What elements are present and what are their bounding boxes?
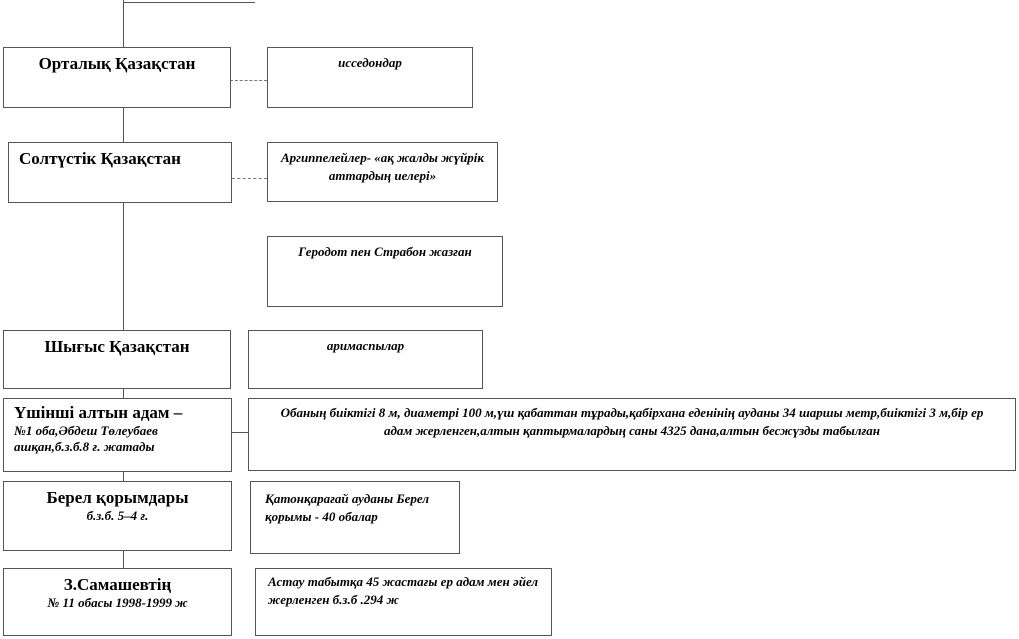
samashev-box xyxy=(3,568,232,636)
note-katonkaragai xyxy=(250,481,460,554)
trunk-line-1 xyxy=(123,108,124,142)
region-east-title: Шығыс Қазақстан xyxy=(44,337,190,356)
berel-title: Берел қорымдары xyxy=(46,488,189,507)
golden-man-connector xyxy=(232,432,248,433)
region-central-title: Орталық Қазақстан xyxy=(38,54,196,73)
samashev-title: З.Самашевтің xyxy=(63,575,172,594)
golden-man-box xyxy=(3,398,232,472)
berel-subtitle: б.з.б. 5–4 ғ. xyxy=(86,507,149,523)
north-connector xyxy=(232,178,267,179)
berel-box xyxy=(3,481,232,551)
note-katonkaragai-text: Қатонқарағай ауданы Берел қорымы - 40 обалар xyxy=(265,491,429,524)
note-argippei xyxy=(267,142,498,202)
region-central-kazakhstan xyxy=(3,47,231,108)
trunk-line-2 xyxy=(123,203,124,330)
trunk-line-4 xyxy=(123,472,124,481)
note-herodotus-text: Геродот пен Страбон жазған xyxy=(298,244,472,259)
golden-man-title: Үшінші алтын адам – xyxy=(14,403,183,422)
note-argippei-text: Аргиппелейлер- «ақ жалды жүйрік аттардың иелері» xyxy=(280,150,485,183)
note-astau xyxy=(255,568,552,636)
region-north-title: Солтүстік Қазақстан xyxy=(19,149,181,168)
note-issedons xyxy=(267,47,473,108)
note-arimaspi-text: аримаспылар xyxy=(326,338,405,353)
note-mound-description xyxy=(248,398,1016,471)
top-branch-line xyxy=(123,2,255,3)
trunk-line-5 xyxy=(123,551,124,568)
trunk-top-line xyxy=(123,0,124,47)
golden-man-subtitle: №1 оба,Әбдеш Төлеубаев ашқан,б.з.б.8 ғ. жатады xyxy=(14,422,158,455)
note-astau-text: Астау табытқа 45 жастағы ер адам мен әйел жерленген б.з.б .294 ж xyxy=(268,574,539,607)
note-herodotus xyxy=(267,236,503,307)
note-issedons-text: исседондар xyxy=(338,55,402,70)
note-arimaspi xyxy=(248,330,483,389)
trunk-line-3 xyxy=(123,389,124,398)
central-connector xyxy=(230,80,267,81)
samashev-subtitle: № 11 обасы 1998-1999 ж xyxy=(47,594,188,610)
note-mound-text: Обаның биіктігі 8 м, диаметрі 100 м,үш қабаттан тұрады,қабірхана еденінің ауданы 34 шаршы метр,биіктігі 3 м,бір ер адам жерленген,алтын қаптырмалардың саны 4325 дана,алтын бесжүзды табылған xyxy=(280,405,984,438)
region-north-kazakhstan xyxy=(8,142,232,203)
region-east-kazakhstan xyxy=(3,330,231,389)
